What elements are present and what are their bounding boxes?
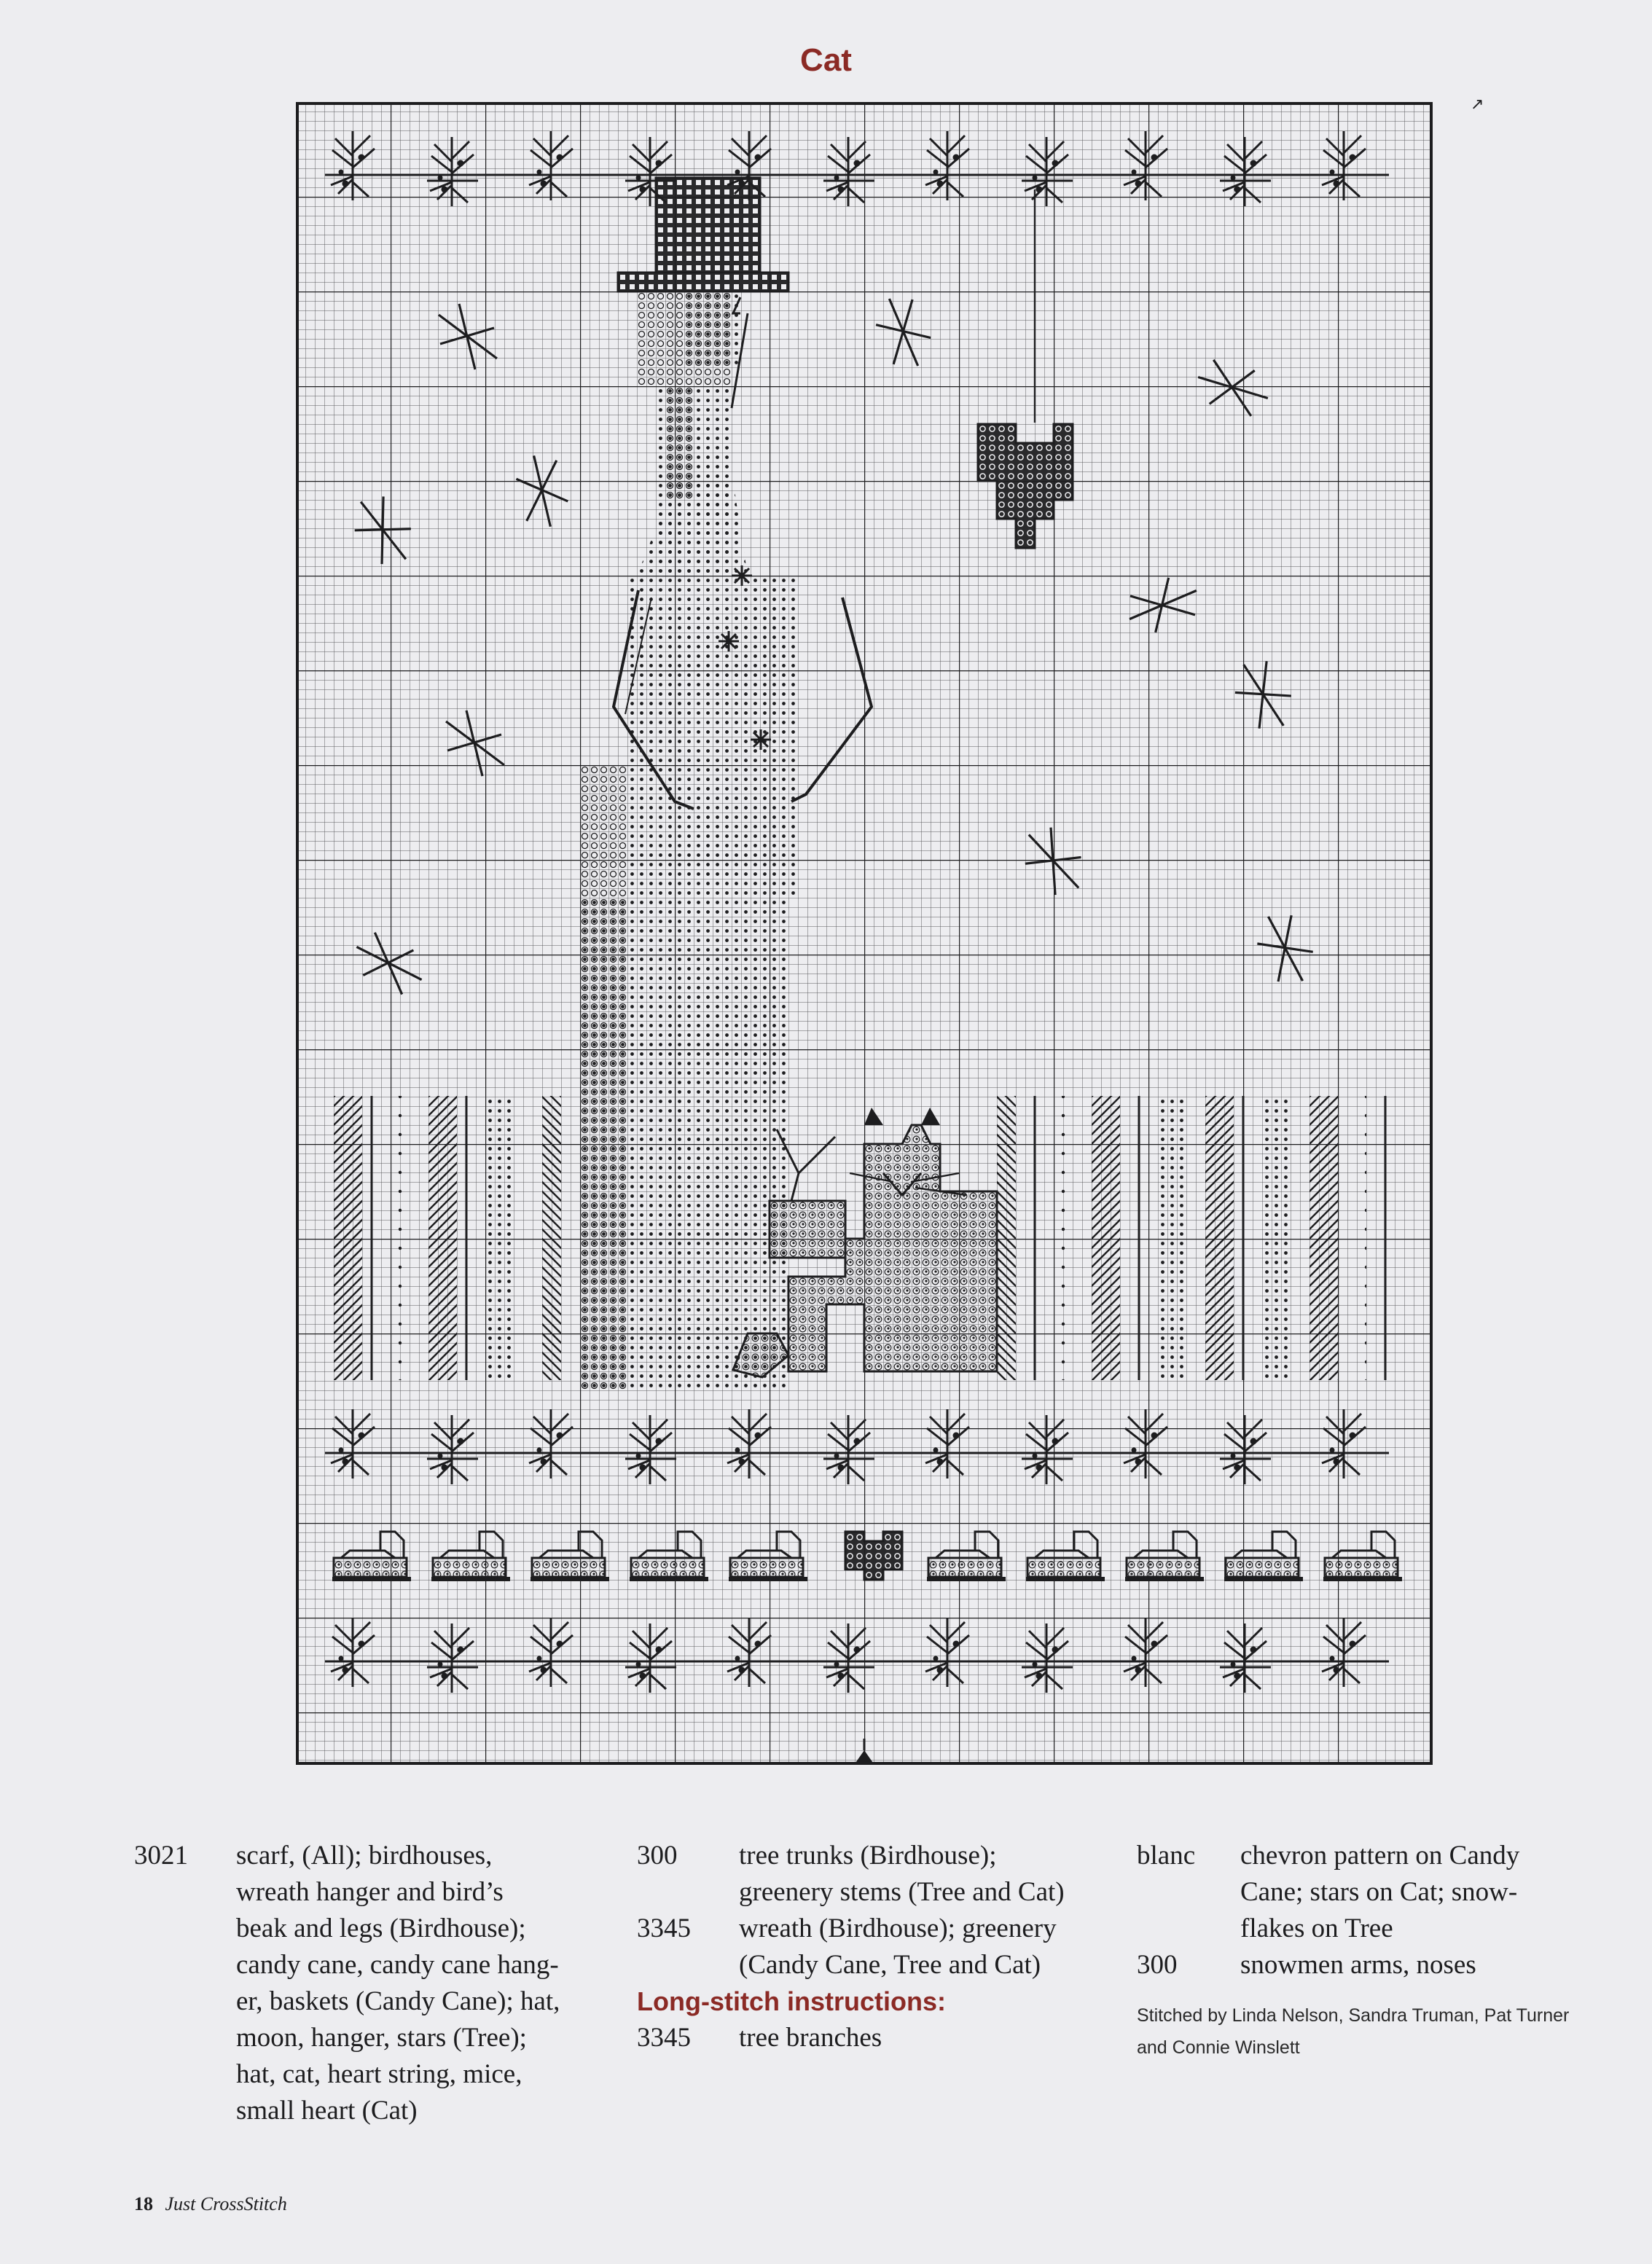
floss-description: snowmen arms, noses xyxy=(1240,1950,1476,1980)
legend-row xyxy=(1137,1911,1603,1947)
legend-row xyxy=(134,2020,600,2056)
floss-code: 3345 xyxy=(637,2023,691,2053)
legend-row xyxy=(1137,1874,1603,1911)
legend-row xyxy=(637,2020,1118,2056)
floss-code xyxy=(637,1947,739,1983)
floss-code xyxy=(637,1874,739,1911)
page-footer xyxy=(134,2193,287,2215)
floss-description: chevron pattern on Candy xyxy=(1240,1841,1520,1871)
floss-description: beak and legs (Birdhouse); xyxy=(236,1914,526,1943)
floss-code xyxy=(134,2020,236,2056)
floss-code xyxy=(134,1983,236,2020)
floss-description: tree branches xyxy=(739,2023,882,2053)
credit-line: Stitched by Linda Nelson, Sandra Truman, Pat Turner xyxy=(1137,2005,1570,2026)
floss-description: tree trunks (Birdhouse); xyxy=(739,1841,997,1871)
legend-row xyxy=(134,1947,600,1983)
stitcher-credit xyxy=(1137,1999,1603,2064)
floss-description: wreath (Birdhouse); greenery xyxy=(739,1914,1057,1943)
floss-description: er, baskets (Candy Cane); hat, xyxy=(236,1986,560,2016)
floss-description: flakes on Tree xyxy=(1240,1914,1393,1943)
legend-row xyxy=(134,1838,600,1874)
legend-column-3 xyxy=(1137,1838,1603,2064)
floss-code xyxy=(134,2093,236,2129)
floss-description: wreath hanger and bird’s xyxy=(236,1877,504,1907)
page-title: Cat xyxy=(800,42,852,78)
legend-row xyxy=(134,1911,600,1947)
floss-code: 3345 xyxy=(637,1914,691,1943)
floss-code xyxy=(1137,1911,1240,1947)
floss-description: (Candy Cane, Tree and Cat) xyxy=(739,1950,1041,1980)
floss-description: candy cane, candy cane hang- xyxy=(236,1950,559,1980)
legend-row xyxy=(637,1838,1118,1874)
legend-row xyxy=(134,2056,600,2093)
floss-code xyxy=(134,1874,236,1911)
legend-row xyxy=(134,1874,600,1911)
legend-row xyxy=(637,1874,1118,1911)
floss-description: hat, cat, heart string, mice, xyxy=(236,2059,522,2089)
floss-code xyxy=(134,2056,236,2093)
legend-row xyxy=(134,1983,600,2020)
floss-code: blanc xyxy=(1137,1841,1196,1871)
cross-stitch-chart xyxy=(296,102,1433,1765)
floss-description: Cane; stars on Cat; snow- xyxy=(1240,1877,1518,1907)
legend-column-1 xyxy=(134,1838,600,2129)
magazine-name: Just CrossStitch xyxy=(165,2193,287,2214)
floss-description: scarf, (All); birdhouses, xyxy=(236,1841,493,1871)
legend-row xyxy=(637,1911,1118,1947)
legend-row xyxy=(134,2093,600,2129)
page-mark-icon: ↗ xyxy=(1471,95,1484,113)
legend-row xyxy=(1137,1838,1603,1874)
floss-code: 3021 xyxy=(134,1841,188,1871)
floss-description: moon, hanger, stars (Tree); xyxy=(236,2023,527,2053)
legend-row xyxy=(1137,1947,1603,1983)
long-stitch-heading: Long-stitch instructions: xyxy=(637,1986,946,2016)
floss-description: greenery stems (Tree and Cat) xyxy=(739,1877,1065,1907)
floss-description: small heart (Cat) xyxy=(236,2096,418,2126)
floss-code xyxy=(134,1911,236,1947)
credit-line: and Connie Winslett xyxy=(1137,2037,1300,2058)
legend-column-2 xyxy=(637,1838,1118,2056)
floss-code: 300 xyxy=(1137,1950,1178,1980)
floss-code xyxy=(134,1947,236,1983)
legend-row xyxy=(637,1947,1118,1983)
floss-code: 300 xyxy=(637,1841,678,1871)
page-number: 18 xyxy=(134,2193,153,2214)
floss-code xyxy=(1137,1874,1240,1911)
